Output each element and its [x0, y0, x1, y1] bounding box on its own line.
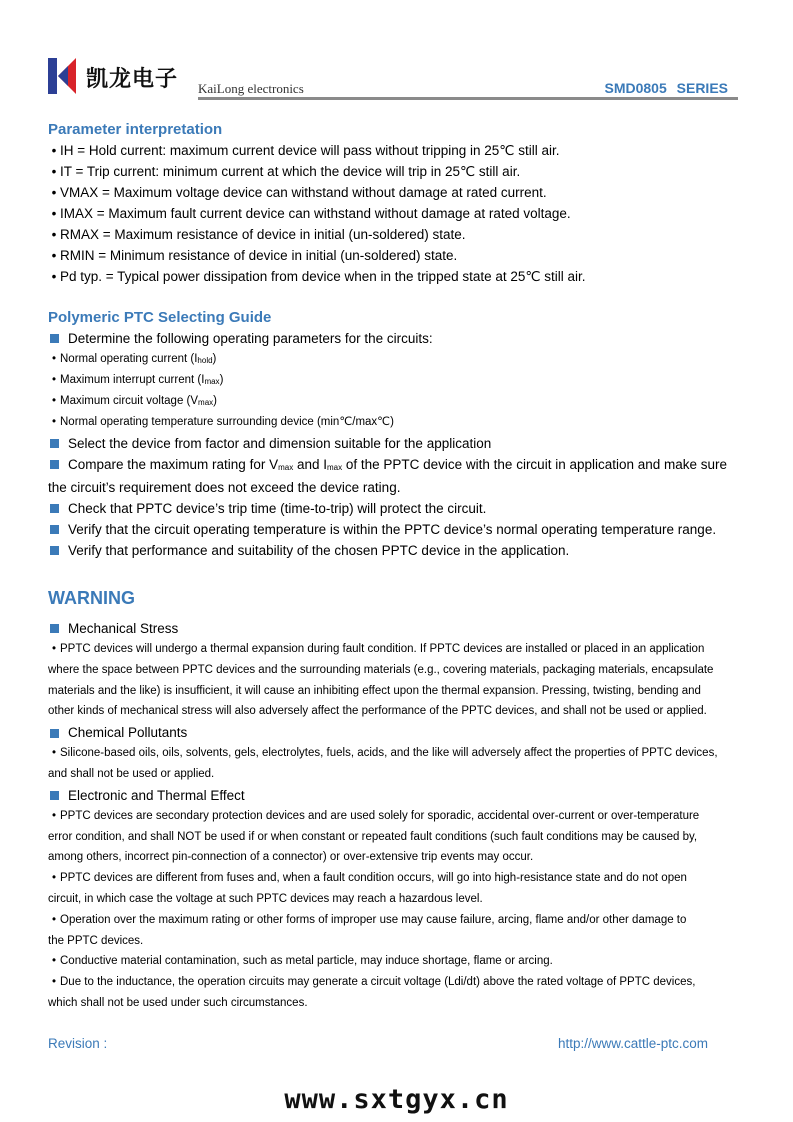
website-link[interactable]: http://www.cattle-ptc.com [557, 1036, 708, 1051]
page-footer [48, 1036, 708, 1056]
square-bullet-icon [50, 460, 59, 469]
warning-paragraph-line: other kinds of mechanical stress will also adversely affect the performance of the PPTC devices, and shall not be used or applied. [48, 705, 707, 718]
warning-paragraph-line: • Due to the inductance, the operation circuits may generate a circuit voltage (Ldi/dt) above the rated voltage of PPTC devices, [48, 972, 748, 993]
bullet-dot-icon: • [51, 185, 57, 200]
warning-title: WARNING [48, 588, 135, 608]
selecting-guide-section [48, 308, 748, 561]
bullet-dot-icon: • [51, 643, 57, 655]
brand-name-chinese: 凯龙电子 [86, 66, 179, 92]
series-title: SMD0805 SERIES [604, 80, 728, 96]
warning-paragraph-line: • Silicone-based oils, oils, solvents, gels, electrolytes, fuels, acids, and the like will adversely affect the properties of PPTC devices, [48, 743, 748, 764]
bullet-dot-icon: • [51, 143, 57, 158]
bullet-dot-icon: • [51, 976, 57, 989]
parameter-section [48, 120, 748, 287]
bullet-dot-icon: • [51, 374, 57, 386]
square-bullet-icon [50, 504, 59, 513]
warning-paragraph-line: among others, incorrect pin-connection of a connector) or over-extensive trip events may occur. [48, 851, 534, 864]
warning-paragraph-line: materials and the like) is insufficient, it will cause an inhibiting effect upon the thermal expansion. Pressing, twisting, bending and [48, 684, 701, 697]
parameter-title: Parameter interpretation [48, 121, 223, 138]
bullet-dot-icon: • [51, 416, 57, 428]
parameter-item: • RMIN = Minimum resistance of device in initial (un-soldered) state. [48, 245, 748, 266]
guide-step: Compare the maximum rating for $V_{max}$ and $I_{max}$ of the PPTC device with the circuit in application and make sure [48, 454, 748, 477]
warning-subheading: Chemical Pollutants [48, 722, 748, 743]
warning-paragraph-line: error condition, and shall NOT be used if or when constant or repeated fault conditions (such fault conditions may be caused by, [48, 830, 698, 843]
warning-paragraph-line: • PPTC devices are different from fuses and, when a fault condition occurs, will go into high-resistance state and do not open [48, 868, 748, 889]
bullet-dot-icon: • [51, 227, 57, 242]
bullet-dot-icon: • [51, 353, 57, 365]
bullet-dot-icon: • [51, 395, 57, 407]
revision-label: Revision : [48, 1036, 108, 1051]
parameter-item: • Pd typ. = Typical power dissipation from device when in the tripped state at 25℃ still air. [48, 266, 748, 287]
bullet-dot-icon: • [51, 164, 57, 179]
selecting-guide-title: Polymeric PTC Selecting Guide [48, 309, 272, 326]
warning-paragraph-line: • PPTC devices are secondary protection devices and are used solely for sporadic, accidental over-current or over-temperature [48, 806, 748, 827]
page-header [48, 56, 738, 100]
warning-paragraph-line: where the space between PPTC devices and the surrounding materials (e.g., covering materials, packaging materials, encapsulate [48, 663, 714, 676]
square-bullet-icon [50, 729, 59, 738]
guide-step-continuation: the circuit’s requirement does not exceed the device rating. [48, 480, 401, 495]
bullet-dot-icon: • [51, 747, 57, 760]
brand-name-english: KaiLong electronics [198, 81, 304, 96]
warning-paragraph-line: which shall not be used under such circumstances. [48, 996, 308, 1009]
guide-subitem: • Normal operating current $(I_{hold})$ [48, 349, 748, 370]
parameter-item: • IH = Hold current: maximum current device will pass without tripping in 25℃ still air. [48, 140, 748, 161]
guide-step: Select the device from factor and dimension suitable for the application [48, 433, 748, 454]
warning-paragraph-line: • Conductive material contamination, such as metal particle, may induce shortage, flame or arcing. [48, 951, 748, 972]
square-bullet-icon [50, 334, 59, 343]
guide-subitem: • Maximum interrupt current $(I_{max})$ [48, 370, 748, 391]
warning-paragraph-line: circuit, in which case the voltage at such PPTC devices may reach a hazardous level. [48, 892, 483, 905]
kailong-logo-icon [48, 58, 78, 94]
square-bullet-icon [50, 546, 59, 555]
parameter-item: • IMAX = Maximum fault current device can withstand without damage at rated voltage. [48, 203, 748, 224]
bullet-dot-icon: • [51, 809, 57, 822]
warning-paragraph-line: • PPTC devices will undergo a thermal expansion during fault condition. If PPTC devices are installed or placed in an application [48, 639, 748, 660]
square-bullet-icon [50, 525, 59, 534]
watermark-text: www.sxtgyx.cn [284, 1084, 509, 1115]
warning-paragraph-line: the PPTC devices. [48, 934, 144, 947]
guide-step: Determine the following operating parameters for the circuits: [48, 328, 748, 349]
warning-section [48, 586, 748, 1014]
square-bullet-icon [50, 624, 59, 633]
bullet-dot-icon: • [51, 269, 57, 284]
warning-subheading: Electronic and Thermal Effect [48, 785, 748, 806]
guide-subitem: • Maximum circuit voltage $(V_{max})$ [48, 391, 748, 412]
square-bullet-icon [50, 439, 59, 448]
parameter-item: • RMAX = Maximum resistance of device in initial (un-soldered) state. [48, 224, 748, 245]
bullet-dot-icon: • [51, 913, 57, 926]
warning-paragraph-line: and shall not be used or applied. [48, 767, 215, 780]
bullet-dot-icon: • [51, 872, 57, 885]
bullet-dot-icon: • [51, 206, 57, 221]
warning-subheading: Mechanical Stress [48, 618, 748, 639]
guide-step: Verify that performance and suitability of the chosen PPTC device in the application. [48, 540, 748, 561]
guide-subitem: • Normal operating temperature surrounding device (min℃/max℃) [48, 412, 748, 433]
bullet-dot-icon: • [51, 248, 57, 263]
warning-paragraph-line: • Operation over the maximum rating or other forms of improper use may cause failure, arcing, flame and/or other damage to [48, 910, 748, 931]
header-divider [198, 97, 738, 100]
parameter-item: • VMAX = Maximum voltage device can withstand without damage at rated current. [48, 182, 748, 203]
parameter-item: • IT = Trip current: minimum current at which the device will trip in 25℃ still air. [48, 161, 748, 182]
guide-step: Check that PPTC device’s trip time (time-to-trip) will protect the circuit. [48, 498, 748, 519]
guide-step: Verify that the circuit operating temperature is within the PPTC device’s normal operating temperature range. [48, 519, 748, 540]
square-bullet-icon [50, 791, 59, 800]
bullet-dot-icon: • [51, 955, 57, 968]
